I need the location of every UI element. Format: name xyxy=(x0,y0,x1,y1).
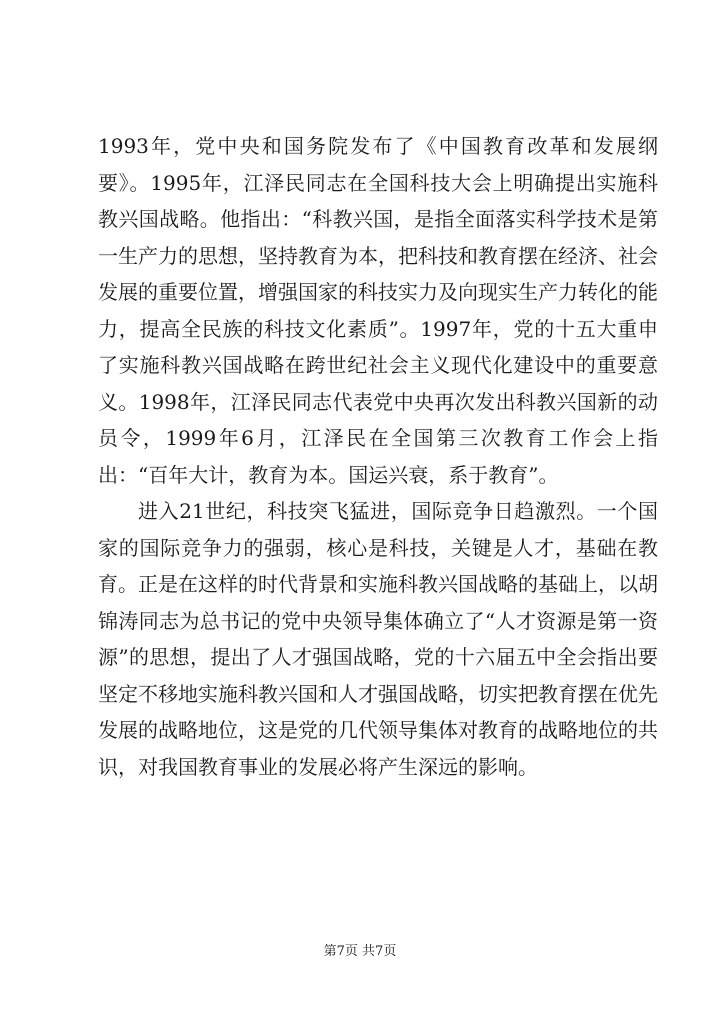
paragraph-2: 进入21世纪，科技突飞猛进，国际竞争日趋激烈。一个国家的国际竞争力的强弱，核心是科技，关键是人才，基础在教育。正是在这样的时代背景和实施科教兴国战略的基础上，以胡锦涛同志为总书记的党中央领导集体确立了“人才资源是第一资源”的思想，提出了人才强国战略，党的十六届五中全会指出要坚定不移地实施科教兴国和人才强国战略，切实把教育摆在优先发展的战略地位，这是党的几代领导集体对教育的战略地位的共识，对我国教育事业的发展必将产生深远的影响。 xyxy=(98,499,658,779)
paragraph-1: 1993年，党中央和国务院发布了《中国教育改革和发展纲要》。1995年，江泽民同志在全国科技大会上明确提出实施科教兴国战略。他指出：“科教兴国，是指全面落实科学技术是第一生产力的思想，坚持教育为本，把科技和教育摆在经济、社会发展的重要位置，增强国家的科技实力及向现实生产力转化的能力，提高全民族的科技文化素质”。1997年，党的十五大重申了实施科教兴国战略在跨世纪社会主义现代化建设中的重要意义。1998年，江泽民同志代表党中央再次发出科教兴国新的动员令，1999年6月，江泽民在全国第三次教育工作会上指出：“百年大计，教育为本。国运兴衰，系于教育”。 xyxy=(98,134,658,487)
page-number-footer: 第7页 共7页 xyxy=(323,944,397,959)
document-body xyxy=(98,128,658,785)
